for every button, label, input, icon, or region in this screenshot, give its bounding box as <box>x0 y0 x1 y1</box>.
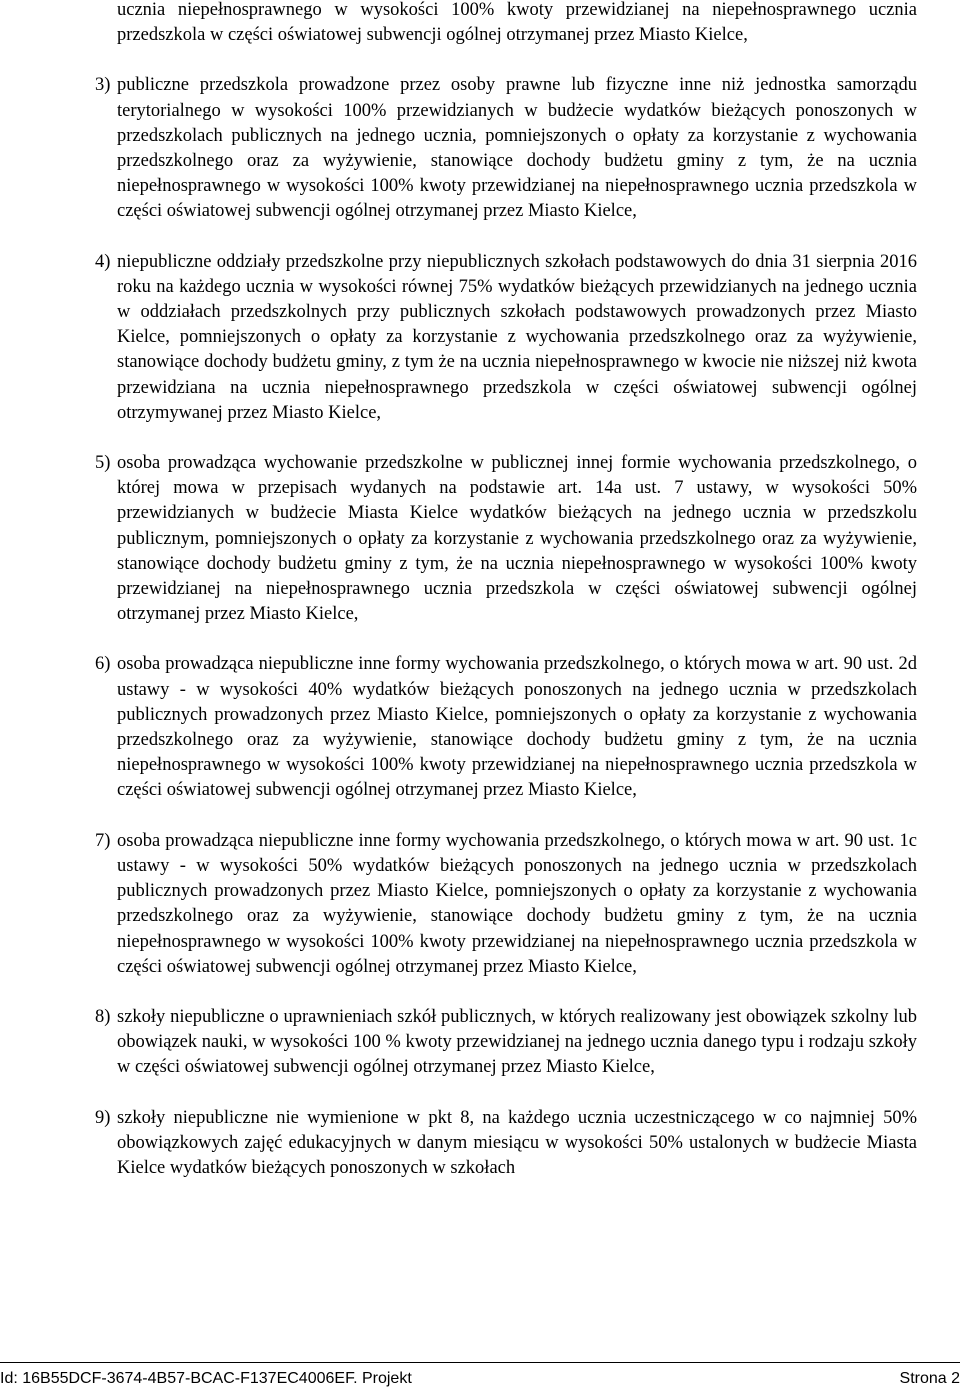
intro-continuation-paragraph: ucznia niepełnosprawnego w wysokości 100% kwoty przewidzianej na niepełnosprawnego ucznia przedszkola w części oświatowej subwencji ogólnej otrzymanej przez Miasto Kielce, <box>117 0 917 46</box>
list-item-number: 7) <box>95 830 111 851</box>
list-item-text: szkoły niepubliczne o uprawnieniach szkół publicznych, w których realizowany jest obowiązek szkolny lub obowiązek nauki, w wysokości 100 % kwoty przewidzianej na jednego ucznia danego typu i rodzaju szkoły w części oświatowej subwencji ogólnej otrzymanej przez Miasto Kielce, <box>117 1006 917 1078</box>
list-item-text: osoba prowadząca niepubliczne inne formy wychowania przedszkolnego, o których mowa w art. 90 ust. 1c ustawy - w wysokości 50% wydatków bieżących ponoszonych na jednego ucznia w przedszkolach publicznych prowadzonych przez Miasto Kielce, pomniejszonych o opłaty za korzystanie z wychowania przedszkolnego oraz za wyżywienie, stanowiące dochody budżetu gminy z tym, że na ucznia niepełnosprawnego w wysokości 100% kwoty przewidzianej na niepełnosprawnego ucznia przedszkola w części oświatowej subwencji ogólnej otrzymanej przez Miasto Kielce, <box>117 830 917 977</box>
list-item-4 <box>95 250 917 426</box>
list-item-3 <box>95 73 917 224</box>
page-footer <box>0 1368 960 1392</box>
document-body <box>95 0 917 1206</box>
list-item-8 <box>95 1005 917 1081</box>
list-item-5 <box>95 451 917 627</box>
list-item-9 <box>95 1106 917 1182</box>
list-item-text: osoba prowadząca wychowanie przedszkolne w publicznej innej formie wychowania przedszkolnego, o której mowa w przepisach wydanych na podstawie art. 14a ust. 7 ustawy, w wysokości 50% przewidzianych w budżecie Miasta Kielce wydatków bieżących na jednego ucznia w przedszkolu publicznym, pomniejszonych o opłaty za korzystanie z wychowania przedszkolnego oraz za wyżywienie, stanowiące dochody budżetu gminy z tym, że na ucznia niepełnosprawnego w wysokości 100% kwoty przewidzianej na niepełnosprawnego ucznia przedszkola w części oświatowej subwencji ogólnej otrzymanej przez Miasto Kielce, <box>117 453 917 625</box>
list-item-text: publiczne przedszkola prowadzone przez osoby prawne lub fizyczne inne niż jednostka samorządu terytorialnego w wysokości 100% przewidzianych w budżecie wydatków bieżących ponoszonych w przedszkolach publicznych na jednego ucznia, pomniejszonych o opłaty za korzystanie z wychowania przedszkolnego oraz za wyżywienie, stanowiące dochody budżetu gminy z tym, że na ucznia niepełnosprawnego w wysokości 100% kwoty przewidzianej na niepełnosprawnego ucznia przedszkola w części oświatowej subwencji ogólnej otrzymanej przez Miasto Kielce, <box>117 75 917 222</box>
list-item-6 <box>95 652 917 803</box>
list-item-number: 8) <box>95 1006 111 1027</box>
page-number: Strona 2 <box>899 1370 960 1387</box>
list-item-number: 4) <box>95 251 111 272</box>
footer-divider <box>0 1362 960 1363</box>
list-item-number: 3) <box>95 75 111 96</box>
list-item-number: 9) <box>95 1107 111 1128</box>
list-item-7 <box>95 829 917 980</box>
list-item-number: 5) <box>95 453 111 474</box>
list-item-text: szkoły niepubliczne nie wymienione w pkt 8, na każdego ucznia uczestniczącego w co najmniej 50% obowiązkowych zajęć edukacyjnych w danym miesiącu w wysokości 50% ustalonych w budżecie Miasta Kielce wydatków bieżących ponoszonych w szkołach <box>117 1107 917 1178</box>
list-item-number: 6) <box>95 654 111 675</box>
document-id: Id: 16B55DCF-3674-4B57-BCAC-F137EC4006EF. Projekt <box>0 1370 412 1387</box>
list-item-text: osoba prowadząca niepubliczne inne formy wychowania przedszkolnego, o których mowa w art. 90 ust. 2d ustawy - w wysokości 40% wydatków bieżących ponoszonych na jednego ucznia w przedszkolach publicznych prowadzonych przez Miasto Kielce, pomniejszonych o opłaty za korzystanie z wychowania przedszkolnego oraz za wyżywienie, stanowiące dochody budżetu gminy z tym, że na ucznia niepełnosprawnego w wysokości 100% kwoty przewidzianej na niepełnosprawnego ucznia przedszkola w części oświatowej subwencji ogólnej otrzymanej przez Miasto Kielce, <box>117 654 917 801</box>
list-item-text: niepubliczne oddziały przedszkolne przy niepublicznych szkołach podstawowych do dnia 31 sierpnia 2016 roku na każdego ucznia w wysokości równej 75% wydatków bieżących przewidzianych na jednego ucznia w oddziałach przedszkolnych przy publicznych szkołach podstawowych prowadzonych przez Miasto Kielce, pomniejszonych o opłaty za korzystanie z wychowania przedszkolnego oraz za wyżywienie, stanowiące dochody budżetu gminy, z tym że na ucznia niepełnosprawnego w kwocie nie niższej niż kwota przewidziana na ucznia niepełnosprawnego przedszkola w części oświatowej subwencji ogólnej otrzymywanej przez Miasto Kielce, <box>117 251 917 423</box>
